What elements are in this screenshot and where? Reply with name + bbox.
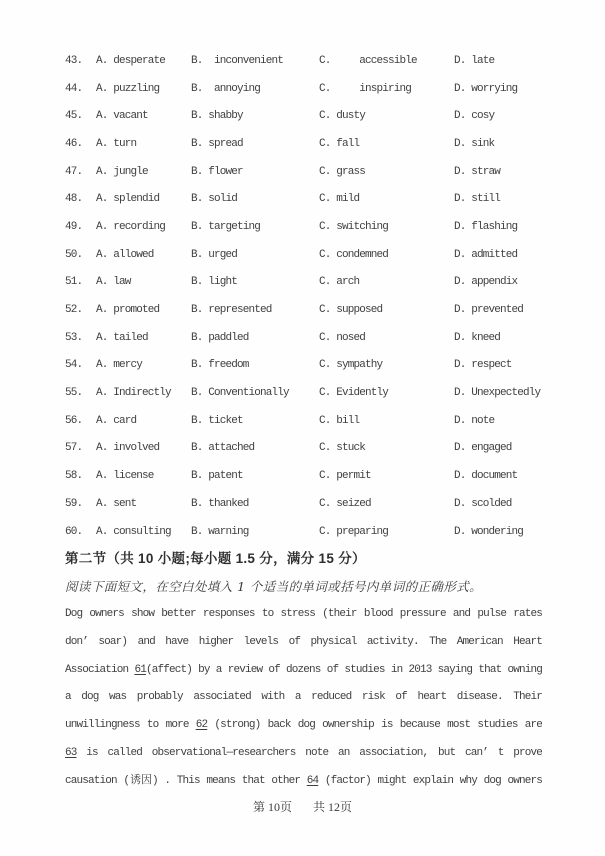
option-d: D. respect: [454, 359, 512, 372]
passage-text: is called observational—researchers note an association, but can’ t prove: [76, 746, 542, 759]
question-row: [65, 407, 541, 435]
option-b: B. shabby: [191, 110, 243, 123]
option-c: C. nosed: [319, 331, 366, 344]
option-d: D. appendix: [454, 276, 518, 289]
question-row: [65, 490, 541, 518]
question-number: 56.: [65, 414, 83, 427]
option-d: D. flashing: [454, 220, 518, 233]
question-number: 57.: [65, 442, 83, 455]
cloze-passage: [65, 601, 542, 795]
passage-text: causation (诱因) . This means that other: [65, 774, 307, 787]
passage-line: [65, 712, 542, 740]
option-c: C. mild: [319, 193, 360, 206]
question-number: 60.: [65, 525, 83, 538]
question-row: [65, 269, 541, 297]
option-d: D. late: [454, 54, 495, 67]
question-row: [65, 130, 541, 158]
option-d: D. sink: [454, 137, 495, 150]
option-b: B. annoying: [191, 82, 261, 95]
blank-number: 61: [134, 663, 146, 676]
passage-text: (affect) by a review of dozens of studies in 2013 saying that owning: [145, 663, 542, 676]
passage-text: (strong) back dog ownership is because most studies are: [207, 719, 542, 732]
option-c: C. preparing: [319, 525, 389, 538]
option-d: D. kneed: [454, 331, 501, 344]
option-a: A. jungle: [96, 165, 148, 178]
passage-text: unwillingness to more: [65, 719, 196, 732]
option-b: B. paddled: [191, 331, 249, 344]
option-a: A. promoted: [96, 304, 160, 317]
option-b: B. flower: [191, 165, 243, 178]
option-b: B. targeting: [191, 220, 261, 233]
option-d: D. straw: [454, 165, 501, 178]
option-c: C. accessible: [319, 54, 417, 67]
question-number: 54.: [65, 359, 83, 372]
passage-text: don’ soar) and have higher levels of physical activity. The American Heart: [65, 636, 542, 649]
blank-number: 63: [65, 746, 77, 759]
question-row: [65, 47, 541, 75]
blank-number: 64: [306, 774, 319, 787]
option-a: A. Indirectly: [96, 387, 171, 400]
question-number: 47.: [65, 165, 83, 178]
passage-text: (factor) might explain why dog owners: [318, 774, 542, 787]
question-number: 44.: [65, 82, 83, 95]
option-a: A. tailed: [96, 331, 148, 344]
question-number: 51.: [65, 276, 83, 289]
passage-line: [65, 684, 542, 712]
option-b: B. Conventionally: [191, 387, 289, 400]
option-b: B. attached: [191, 442, 255, 455]
option-b: B. warning: [191, 525, 249, 538]
blank-number: 62: [195, 719, 208, 732]
question-number: 52.: [65, 304, 83, 317]
option-b: B. represented: [191, 304, 272, 317]
option-c: C. sympathy: [319, 359, 383, 372]
option-c: C. Evidently: [319, 387, 389, 400]
passage-line: [65, 601, 542, 629]
question-row: [65, 213, 541, 241]
option-b: B. spread: [191, 137, 243, 150]
question-row: [65, 102, 541, 130]
passage-line: [65, 768, 542, 796]
passage-line: [65, 657, 542, 685]
question-row: [65, 158, 541, 186]
option-a: A. card: [96, 414, 137, 427]
option-d: D. document: [454, 470, 518, 483]
option-a: A. recording: [96, 220, 166, 233]
question-list: [65, 47, 541, 545]
option-c: C. bill: [319, 414, 360, 427]
question-row: [65, 435, 541, 463]
option-c: C. condemned: [319, 248, 389, 261]
question-number: 46.: [65, 137, 83, 150]
option-b: B. solid: [191, 193, 238, 206]
question-number: 58.: [65, 470, 83, 483]
option-a: A. vacant: [96, 110, 148, 123]
question-row: [65, 241, 541, 269]
question-number: 43.: [65, 54, 83, 67]
passage-line: [65, 740, 542, 768]
question-row: [65, 75, 541, 103]
question-row: [65, 462, 541, 490]
passage-text: Association: [65, 663, 135, 676]
option-b: B. freedom: [191, 359, 249, 372]
question-number: 49.: [65, 220, 83, 233]
option-c: C. arch: [319, 276, 360, 289]
page-footer: [0, 798, 605, 815]
option-d: D. cosy: [454, 110, 495, 123]
option-b: B. patent: [191, 470, 243, 483]
question-number: 50.: [65, 248, 83, 261]
option-b: B. light: [191, 276, 238, 289]
question-number: 45.: [65, 110, 83, 123]
section-instruction: 阅读下面短文，在空白处填入 1 个适当的单词或括号内单词的正确形式。: [65, 579, 483, 595]
page-number: 第 10页: [252, 800, 292, 814]
option-a: A. desperate: [96, 54, 166, 67]
option-a: A. involved: [96, 442, 160, 455]
option-b: B. thanked: [191, 497, 249, 510]
option-a: A. law: [96, 276, 131, 289]
option-d: D. note: [454, 414, 495, 427]
page-total: 共 12页: [313, 800, 353, 814]
option-a: A. splendid: [96, 193, 160, 206]
question-number: 55.: [65, 387, 83, 400]
question-row: [65, 296, 541, 324]
passage-text: a dog was probably associated with a reduced risk of heart disease. Their: [65, 691, 542, 704]
option-c: C. dusty: [319, 110, 366, 123]
option-b: B. inconvenient: [191, 54, 284, 67]
question-row: [65, 518, 541, 546]
option-a: A. consulting: [96, 525, 171, 538]
option-a: A. sent: [96, 497, 137, 510]
question-number: 53.: [65, 331, 83, 344]
option-d: D. Unexpectedly: [454, 387, 541, 400]
option-d: D. still: [454, 193, 501, 206]
question-row: [65, 379, 541, 407]
option-b: B. ticket: [191, 414, 243, 427]
option-a: A. turn: [96, 137, 137, 150]
question-row: [65, 185, 541, 213]
option-a: A. mercy: [96, 359, 143, 372]
question-number: 48.: [65, 193, 83, 206]
option-d: D. wondering: [454, 525, 524, 538]
passage-line: [65, 629, 542, 657]
question-number: 59.: [65, 497, 83, 510]
option-c: C. supposed: [319, 304, 383, 317]
option-a: A. license: [96, 470, 154, 483]
option-c: C. inspiring: [319, 82, 412, 95]
question-row: [65, 324, 541, 352]
option-c: C. fall: [319, 137, 360, 150]
option-a: A. allowed: [96, 248, 154, 261]
option-c: C. permit: [319, 470, 371, 483]
question-row: [65, 352, 541, 380]
passage-text: Dog owners show better responses to stress (their blood pressure and pulse rates: [65, 608, 542, 621]
option-d: D. admitted: [454, 248, 518, 261]
option-b: B. urged: [191, 248, 238, 261]
option-d: D. worrying: [454, 82, 518, 95]
option-d: D. scolded: [454, 497, 512, 510]
option-d: D. prevented: [454, 304, 524, 317]
option-d: D. engaged: [454, 442, 512, 455]
option-c: C. seized: [319, 497, 371, 510]
option-a: A. puzzling: [96, 82, 160, 95]
option-c: C. stuck: [319, 442, 366, 455]
option-c: C. switching: [319, 220, 389, 233]
section-heading: 第二节（共 10 小题;每小题 1.5 分，满分 15 分）: [65, 551, 366, 567]
option-c: C. grass: [319, 165, 366, 178]
